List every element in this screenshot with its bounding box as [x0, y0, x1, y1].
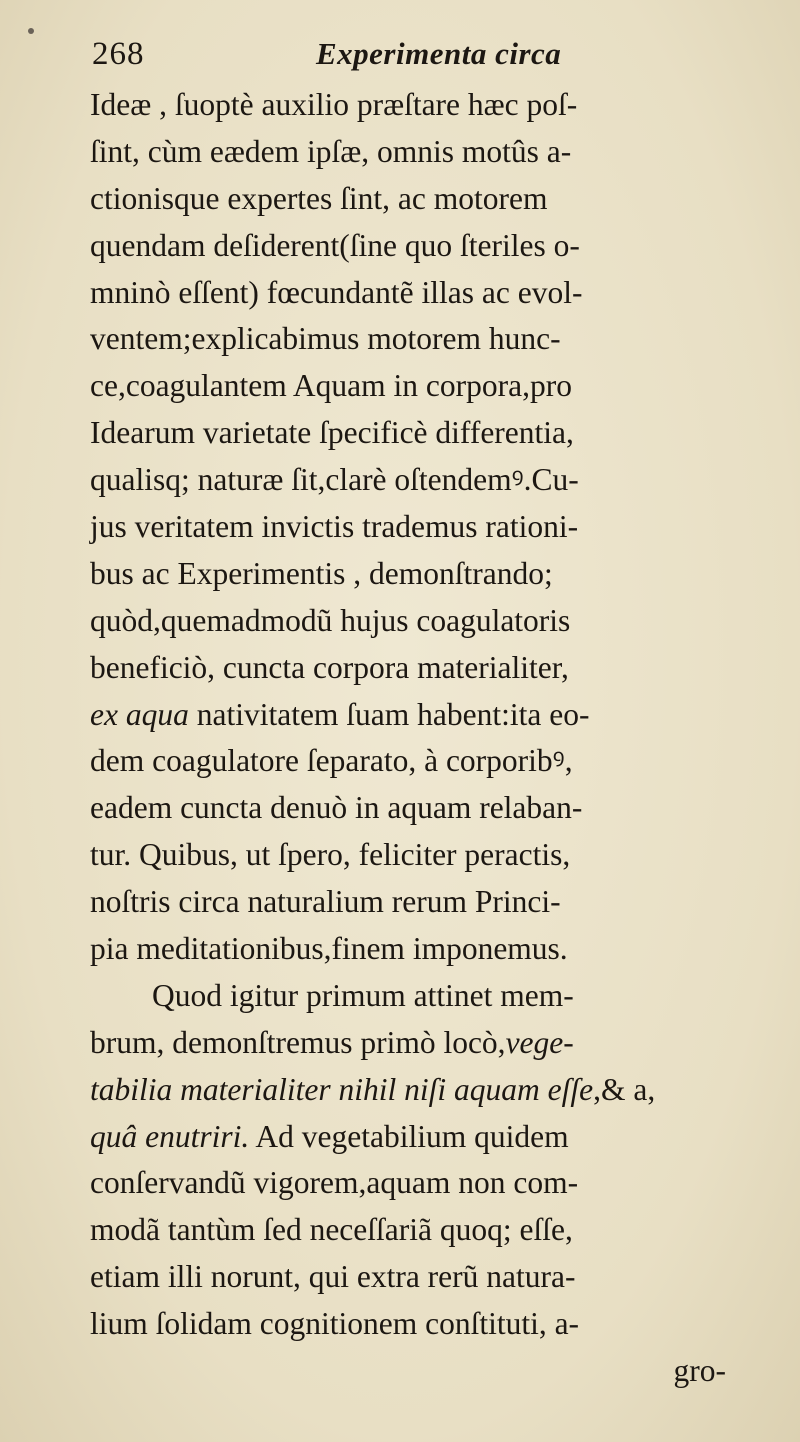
text-line: [90, 1067, 730, 1114]
text-line: mninò eſſent) fœcundantẽ illas ac evol-: [90, 274, 583, 310]
page-number: 268: [92, 36, 145, 72]
text-line: noſtris circa naturalium rerum Princi-: [90, 884, 561, 920]
text-line: Ideæ , ſuoptè auxilio præſtare hæc poſ-: [90, 87, 578, 122]
text-line: [90, 692, 730, 739]
text-line: lium ſolidam cognitionem conſtituti, a-: [90, 1306, 580, 1342]
text-line: ſint, cùm eædem ipſæ, omnis motûs a-: [90, 133, 572, 169]
italic-phrase: quâ enutriri.: [90, 1118, 250, 1154]
text-line: quòd,quemadmodũ hujus coagulatoris: [90, 602, 571, 638]
paragraph-start-line: Quod igitur primum attinet mem-: [152, 977, 574, 1013]
text-line: [90, 1020, 730, 1067]
text-line: [90, 1114, 730, 1161]
text-line: ce,coagulantem Aquam in corpora,pro: [90, 368, 572, 404]
text-line: modã tantùm ſed neceſſariã quoq; eſſe,: [90, 1212, 573, 1248]
text-run: brum, demonſtremus primò locò,: [90, 1024, 506, 1060]
text-run: ,& a,: [593, 1071, 656, 1107]
text-line: quendam deſiderent(ſine quo ſteriles o-: [90, 227, 580, 263]
catchword: gro-: [673, 1353, 726, 1389]
text-line: jus veritatem invictis trademus rationi-: [90, 509, 579, 545]
running-head: Experimenta circa: [316, 36, 562, 71]
text-line: qualisq; naturæ ſit,clarè oſtendemꝰ.Cu-: [90, 462, 579, 498]
body-text: [90, 82, 730, 1395]
page-header: [0, 32, 800, 82]
text-run: Ad vegetabilium quidem: [249, 1118, 569, 1154]
text-line: beneficiò, cuncta corpora materialiter,: [90, 649, 569, 685]
text-line: tur. Quibus, ut ſpero, feliciter peractis,: [90, 837, 571, 873]
text-run: nativitatem ſuam habent:ita eo-: [188, 696, 590, 732]
text-line: conſervandũ vigorem,aquam non com-: [90, 1165, 579, 1201]
italic-phrase: ex aqua: [90, 696, 189, 732]
text-line: pia meditationibus,finem imponemus.: [90, 931, 568, 967]
text-line: bus ac Experimentis , demonſtrando;: [90, 555, 553, 591]
italic-phrase: vege-: [505, 1024, 574, 1060]
text-line: dem coagulatore ſeparato, à corporibꝰ,: [90, 743, 573, 779]
text-line: ventem;explicabimus motorem hunc-: [90, 321, 561, 357]
text-line: eadem cuncta denuò in aquam relaban-: [90, 790, 583, 826]
italic-phrase: tabilia materialiter nihil niſi aquam eſſe: [90, 1071, 594, 1107]
text-line: Idearum varietate ſpecificè differentia,: [90, 415, 574, 451]
text-line: etiam illi norunt, qui extra rerũ natura-: [90, 1259, 576, 1295]
text-line: ctionisque expertes ſint, ac motorem: [90, 180, 548, 216]
